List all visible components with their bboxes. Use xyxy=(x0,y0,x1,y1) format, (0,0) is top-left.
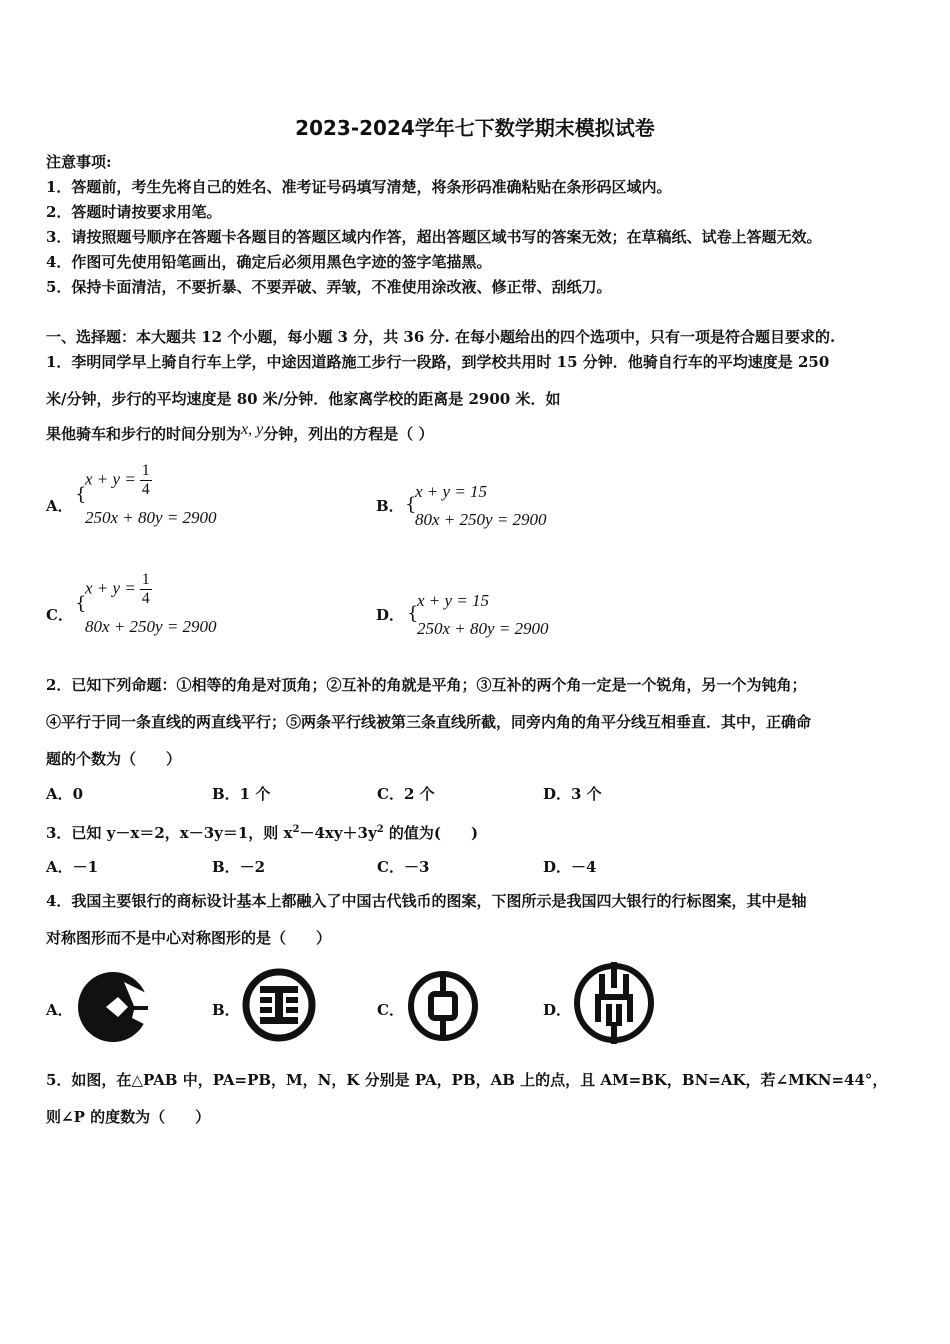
q3-stem-part-1: 3．已知 y－x＝2，x－3y＝1，则 x xyxy=(46,824,293,842)
q3-stem xyxy=(46,820,478,843)
q1-option-b-eq1: x + y = 15 xyxy=(415,482,488,501)
q1-variables: x, y xyxy=(241,421,264,438)
q1-option-a-eq1 xyxy=(85,462,152,499)
fraction xyxy=(140,571,152,608)
boc-logo-icon xyxy=(405,968,481,1044)
q1-option-c-eq1-text: x + y = xyxy=(85,578,136,598)
q1-option-c-eq1 xyxy=(85,571,152,608)
q1-line-3 xyxy=(46,421,434,445)
brace-icon: { xyxy=(405,494,417,515)
q1-option-d-label: D． xyxy=(376,606,405,624)
q4-option-d-label: D． xyxy=(543,1001,572,1019)
brace-icon: { xyxy=(75,593,87,614)
q4-option-c-label: C． xyxy=(377,1001,404,1019)
section-heading: 一、选择题：本大题共 12 个小题，每小题 3 分，共 36 分. 在每小题给出的四个选项中，只有一项是符合题目要求的. xyxy=(46,328,836,346)
fraction-numerator: 1 xyxy=(141,571,150,588)
q1-line-3-text: 果他骑车和步行的时间分别为 xyxy=(46,425,242,443)
q2-option-c: C．2 个 xyxy=(377,785,435,803)
q1-option-b-eq2: 80x + 250y = 2900 xyxy=(415,510,547,529)
q2-option-d: D．3 个 xyxy=(543,785,602,803)
q4-option-b-label: B． xyxy=(212,1001,240,1019)
q2-line-3: 题的个数为（ ） xyxy=(46,750,182,768)
notice-item-1: 1．答题前，考生先将自己的姓名、准考证号码填写清楚，将条形码准确粘贴在条形码区域内。 xyxy=(46,178,672,196)
brace-icon: { xyxy=(75,484,87,505)
q1-line-3-tail: 分钟，列出的方程是（ ） xyxy=(263,425,434,443)
q3-stem-part-2: －4xy＋3y xyxy=(299,824,377,842)
q1-line-2: 米/分钟，步行的平均速度是 80 米/分钟．他家离学校的距离是 2900 米．如 xyxy=(46,390,561,408)
q1-option-a-eq2: 250x + 80y = 2900 xyxy=(85,508,217,527)
fraction xyxy=(140,462,152,499)
notice-item-4: 4．作图可先使用铅笔画出，确定后必须用黑色字迹的签字笔描黑。 xyxy=(46,253,492,271)
notice-item-5: 5．保持卡面清洁，不要折暴、不要弄破、弄皱，不准使用涂改液、修正带、刮纸刀。 xyxy=(46,278,612,296)
notice-heading: 注意事项: xyxy=(46,153,112,171)
notice-item-3: 3．请按照题号顺序在答题卡各题目的答题区域内作答，超出答题区域书写的答案无效；在草稿纸、试卷上答题无效。 xyxy=(46,228,822,246)
q3-option-a: A．－1 xyxy=(46,858,99,876)
q2-line-1: 2．已知下列命题：①相等的角是对顶角；②互补的角就是平角；③互补的两个角一定是一个锐角，另一个为钝角； xyxy=(46,676,807,694)
q5-line-2: 则∠P 的度数为（ ） xyxy=(46,1108,211,1126)
q1-option-a-label: A． xyxy=(46,497,73,515)
brace-icon: { xyxy=(407,603,419,624)
q1-option-c-label: C． xyxy=(46,606,73,624)
q4-option-a-label: A． xyxy=(46,1001,73,1019)
page-title: 2023-2024学年七下数学期末模拟试卷 xyxy=(295,116,655,140)
q3-exponent-1: 2 xyxy=(292,824,300,835)
q4-line-2: 对称图形而不是中心对称图形的是（ ） xyxy=(46,929,332,947)
q5-line-1: 5．如图，在△PAB 中，PA=PB，M，N，K 分别是 PA，PB，AB 上的点，且 AM=BK，BN=AK，若∠MKN=44°， xyxy=(46,1071,888,1089)
q2-option-b: B．1 个 xyxy=(212,785,271,803)
q4-line-1: 4．我国主要银行的商标设计基本上都融入了中国古代钱币的图案，下图所示是我国四大银行的行标图案，其中是轴 xyxy=(46,892,807,910)
q2-option-a: A．0 xyxy=(46,785,84,803)
q1-option-d-eq2: 250x + 80y = 2900 xyxy=(417,619,549,638)
fraction-numerator: 1 xyxy=(141,462,150,479)
fraction-denominator: 4 xyxy=(141,481,150,498)
q2-line-2: ④平行于同一条直线的两直线平行；⑤两条平行线被第三条直线所截，同旁内角的角平分线互相垂直．其中，正确命 xyxy=(46,713,812,731)
q3-option-b: B．－2 xyxy=(212,858,266,876)
q1-line-1: 1．李明同学早上骑自行车上学，中途因道路施工步行一段路，到学校共用时 15 分钟．他骑自行车的平均速度是 250 xyxy=(46,353,830,371)
q1-option-b-label: B． xyxy=(376,497,404,515)
q3-exponent-2: 2 xyxy=(376,824,384,835)
abc-logo-icon xyxy=(571,960,657,1046)
q1-option-a-eq1-text: x + y = xyxy=(85,469,136,489)
fraction-denominator: 4 xyxy=(141,590,150,607)
icbc-logo-icon xyxy=(240,966,318,1044)
q3-option-d: D．－4 xyxy=(543,858,597,876)
q3-option-c: C．－3 xyxy=(377,858,430,876)
ccb-logo-icon xyxy=(76,970,150,1044)
q1-option-c-eq2: 80x + 250y = 2900 xyxy=(85,617,217,636)
q1-option-d-eq1: x + y = 15 xyxy=(417,591,490,610)
q3-stem-part-3: 的值为( ) xyxy=(383,824,479,842)
notice-item-2: 2．答题时请按要求用笔。 xyxy=(46,203,222,221)
